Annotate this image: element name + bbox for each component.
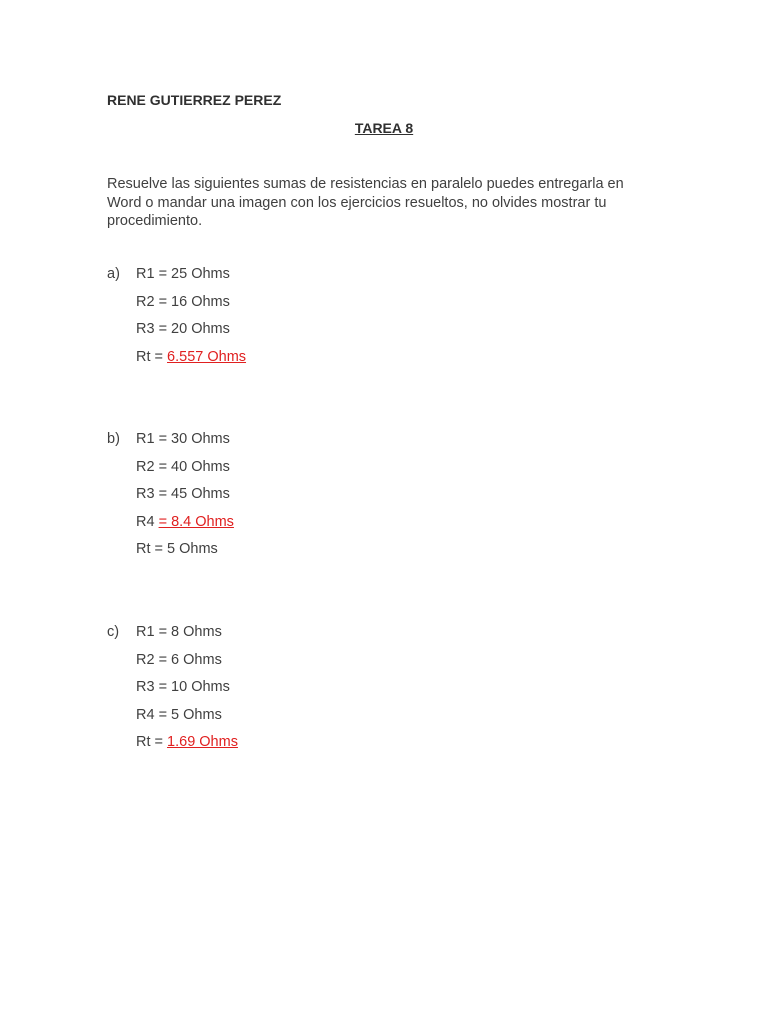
line-label: R2 = 16 Ohms — [136, 293, 230, 310]
line-label: R3 = 45 Ohms — [136, 486, 230, 502]
line-label: R1 = 25 Ohms — [136, 266, 230, 282]
assignment-title: TAREA 8 — [354, 120, 414, 136]
line-label: R1 = 30 Ohms — [136, 431, 230, 447]
line-label: R4 — [136, 513, 159, 530]
instructions-paragraph: Resuelve las siguientes sumas de resistencias en paralelo puedes entregarla en Word o mandar una imagen con los ejercicios resueltos, no olvides mostrar tu procedimiento. — [107, 176, 624, 229]
line-label: Rt = 5 Ohms — [136, 541, 218, 557]
line-label: Rt = — [136, 734, 168, 750]
problem-marker: c) — [107, 624, 120, 640]
line-label: R3 = 20 Ohms — [136, 321, 230, 337]
line-label: R2 = 40 Ohms — [136, 458, 230, 475]
answer-value: = 8.4 Ohms — [158, 513, 234, 530]
author-name: RENE GUTIERREZ PEREZ — [107, 92, 282, 108]
line-label: R3 = 10 Ohms — [136, 679, 230, 695]
problem-marker: a) — [107, 266, 120, 282]
answer-value: 1.69 Ohms — [167, 734, 238, 750]
answer-value: 6.557 Ohms — [167, 348, 247, 365]
line-label: R1 = 8 Ohms — [136, 624, 222, 640]
line-label: R2 = 6 Ohms — [136, 651, 222, 668]
problem-marker: b) — [107, 431, 120, 447]
line-label: R4 = 5 Ohms — [136, 706, 222, 723]
line-label: Rt = — [136, 348, 168, 365]
